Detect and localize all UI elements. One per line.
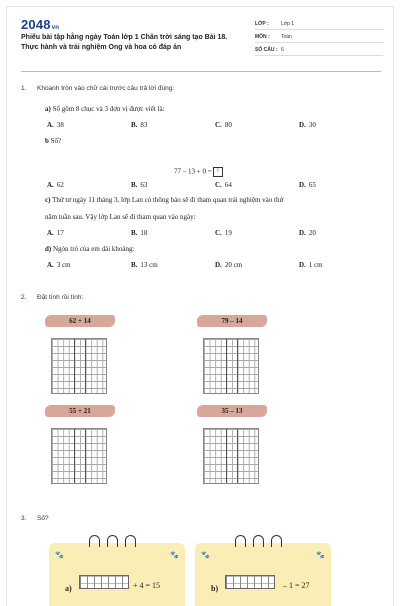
- answer-box[interactable]: ?: [213, 167, 223, 177]
- exercise-grid-1[interactable]: [51, 338, 107, 394]
- meta-question-count: SỐ CÂU : 6: [255, 47, 383, 53]
- q1d-option-a[interactable]: A. 3 cm: [47, 261, 71, 269]
- exercise-grid-2[interactable]: [203, 338, 259, 394]
- q1c-option-d[interactable]: D. 20: [299, 229, 316, 237]
- q1b-equation: 77 – 13 + 0 = ?: [174, 167, 223, 177]
- q1c-text-line2: năm tuần sau. Vậy lớp Lan sẽ đi tham quan vào ngày:: [45, 213, 196, 221]
- exercise-grid-3[interactable]: [51, 428, 107, 484]
- meta-subject: MÔN : Toán: [255, 34, 383, 40]
- q1a-text: a) Số gồm 8 chục và 3 đơn vị được viết là:: [45, 105, 165, 113]
- paw-print-icon: 🐾: [201, 552, 210, 559]
- card-a-answer-box[interactable]: [79, 575, 129, 589]
- q1b-option-a[interactable]: A. 62: [47, 181, 64, 189]
- exercise-card-a: [49, 543, 185, 606]
- q1b-option-d[interactable]: D. 65: [299, 181, 316, 189]
- q1b-option-c[interactable]: C. 64: [215, 181, 232, 189]
- q1c-option-a[interactable]: A. 17: [47, 229, 64, 237]
- worksheet-page: [6, 6, 394, 606]
- binder-ring-icon: [253, 535, 264, 547]
- binder-ring-icon: [235, 535, 246, 547]
- question-2-heading: 2. Đặt tính rồi tính:: [21, 294, 84, 301]
- q1b-option-b[interactable]: B. 63: [131, 181, 148, 189]
- q1d-option-c[interactable]: D. 20 cm: [215, 261, 243, 269]
- q1b-text: b Số?: [45, 137, 62, 145]
- paw-print-icon: 🐾: [170, 552, 179, 559]
- card-b-label: b): [211, 584, 219, 593]
- binder-ring-icon: [125, 535, 136, 547]
- q1c-option-c[interactable]: C. 19: [215, 229, 232, 237]
- q1a-option-a[interactable]: A. 38: [47, 121, 64, 129]
- q1c-text: c) Thứ tư ngày 11 tháng 3, lớp Lan có thông báo sẽ đi tham quan trải nghiệm vào thứ: [45, 196, 284, 204]
- exercise-banner-4: 35 – 13: [197, 405, 267, 417]
- paw-print-icon: 🐾: [55, 552, 64, 559]
- paw-print-icon: 🐾: [316, 552, 325, 559]
- logo: 2048vn: [21, 17, 60, 32]
- question-3-heading: 3. Số?: [21, 515, 49, 522]
- binder-ring-icon: [89, 535, 100, 547]
- exercise-banner-2: 79 – 14: [197, 315, 267, 327]
- question-1-heading: 1. Khoanh tròn vào chữ cái trước câu trả lời đúng:: [21, 85, 175, 92]
- exercise-grid-4[interactable]: [203, 428, 259, 484]
- exercise-banner-3: 55 + 21: [45, 405, 115, 417]
- meta-class: LỚP : Lớp 1: [255, 21, 383, 27]
- binder-ring-icon: [271, 535, 282, 547]
- q1d-option-d[interactable]: D. 1 cm: [299, 261, 323, 269]
- card-a-label: a): [65, 584, 72, 593]
- card-b-equation: – 1 = 27: [283, 581, 310, 590]
- card-a-equation: + 4 = 15: [133, 581, 161, 590]
- q1a-option-d[interactable]: D. 30: [299, 121, 316, 129]
- worksheet-title: Phiếu bài tập hằng ngày Toán lớp 1 Chân trời sáng tạo Bài 18. Thực hành và trải nghiệm Ong và hoa có đáp án: [21, 34, 228, 51]
- q1d-option-b[interactable]: B. 13 cm: [131, 261, 158, 269]
- q1d-text: d) Ngón trỏ của em dài khoảng:: [45, 245, 135, 253]
- binder-ring-icon: [107, 535, 118, 547]
- q1a-option-c[interactable]: C. 80: [215, 121, 232, 129]
- card-b-answer-box[interactable]: [225, 575, 275, 589]
- exercise-card-b: [195, 543, 331, 606]
- q1c-option-b[interactable]: B. 18: [131, 229, 148, 237]
- header-divider: [21, 71, 381, 72]
- q1a-option-b[interactable]: B. 83: [131, 121, 148, 129]
- exercise-banner-1: 62 + 14: [45, 315, 115, 327]
